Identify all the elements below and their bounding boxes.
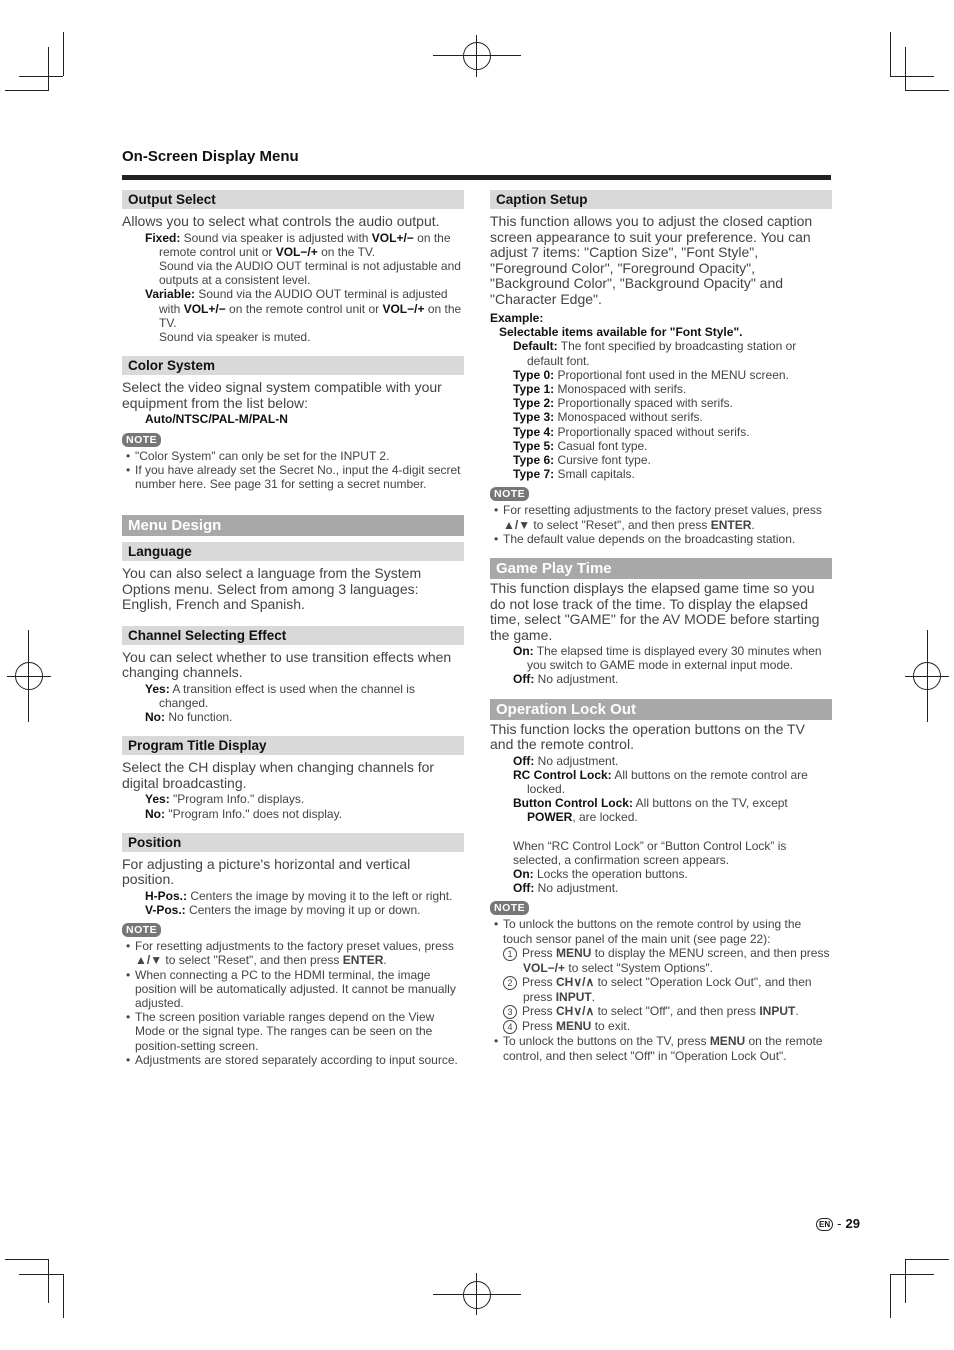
page-number-value: 29 [845,1216,860,1231]
crop-mark-tr-v [905,47,906,91]
program-title-intro: Select the CH display when changing channels for digital broadcasting. [122,759,435,791]
note-badge: NOTE [122,923,161,937]
operation-lock-on2: On: Locks the operation buttons. [513,867,688,882]
operation-lock-heading: Operation Lock Out [490,699,832,720]
caption-setup-intro: This function allows you to adjust the closed caption screen appearance to suit your preference. You can adjust 7 items: "Caption Size", "Font Style", "Foreground Color", "Foreground Opacity", "Background Color", "Background Opacity" and "Character Edge". [490,213,813,307]
crop-mark-tl-h2 [19,76,63,77]
crop-mark-br-v [905,1259,906,1303]
caption-example-label: Example: [490,311,544,325]
crop-mark-br-h2 [890,1274,934,1275]
font-style-type-5: Type 5: Casual font type. [513,438,648,453]
crop-mark-tl-v [48,47,49,91]
page-title: On-Screen Display Menu [122,148,299,165]
operation-lock-button: Button Control Lock: All buttons on the TV, except POWER, are locked. [513,796,788,825]
language-intro: You can also select a language from the System Options menu. Select from among 3 languages: English, French and Spanish. [122,565,422,613]
output-select-variable: Variable: Sound via the AUDIO OUT terminal is adjusted with VOL+/− on the remote control unit or VOL−/+ on the TV. [145,287,462,330]
color-system-note-1: • "Color System" can only be set for the INPUT 2. [122,449,464,463]
crop-mark-tl-v2 [63,32,64,76]
game-play-time-intro: This function displays the elapsed game time so you do not lose track of the time. To display the elapsed time, select "GAME" for the AV MODE before starting the game. [490,580,820,643]
crop-mark-tr-h [905,90,949,91]
left-column [122,190,464,1067]
operation-lock-rc: RC Control Lock: All buttons on the remote control are locked. [513,767,808,797]
position-note-1: • For resetting adjustments to the factory preset values, press ▲/▼ to select "Reset", and then press ENTER. [122,939,464,967]
language-badge: EN [816,1218,833,1231]
position-note-2: • When connecting a PC to the HDMI terminal, the image position will be automatically adjusted. It cannot be manually adjusted. [122,968,464,1011]
operation-lock-step-3: 3 Press CH∨/∧ to select "Off", and then press INPUT. [490,1004,832,1019]
right-column [490,190,832,1063]
font-style-type-2: Type 2: Proportionally spaced with serifs. [513,396,733,411]
game-play-time-on: On: The elapsed time is displayed every 30 minutes when you switch to GAME mode in external input mode. [513,644,822,673]
color-system-heading: Color System [122,356,464,375]
language-heading: Language [122,542,464,561]
caption-note-1: • For resetting adjustments to the factory preset values, press ▲/▼ to select "Reset", and then press ENTER. [490,503,832,531]
operation-lock-step-4: 4 Press MENU to exit. [490,1019,832,1034]
position-vpos: V-Pos.: Centers the image by moving it up or down. [145,902,421,917]
position-hpos: H-Pos.: Centers the image by moving it to the left or right. [145,888,453,903]
crop-mark-bl-v2 [63,1274,64,1318]
operation-lock-step-2: 2 Press CH∨/∧ to select "Operation Lock Out", and then press INPUT. [490,975,832,1004]
color-system-note-2: • If you have already set the Secret No., input the 4-digit secret number here. See page 31 for setting a secret number. [122,463,464,491]
font-style-default: Default: The font specified by broadcasting station or default font. [513,339,797,368]
page-number-separator: - [837,1216,842,1231]
operation-lock-note-2: • To unlock the buttons on the TV, press MENU on the remote control, and then select "Off" in "Operation Lock Out". [490,1034,832,1062]
operation-lock-confirm: When “RC Control Lock” or “Button Control Lock” is selected, a confirmation screen appears. [513,838,787,867]
font-style-type-1: Type 1: Monospaced with serifs. [513,382,687,397]
game-play-time-heading: Game Play Time [490,558,832,579]
title-rule [122,175,831,180]
crop-mark-br-v2 [890,1274,891,1318]
game-play-time-off: Off: No adjustment. [513,672,619,687]
channel-effect-intro: You can select whether to use transition effects when changing channels. [122,648,452,681]
font-style-type-4: Type 4: Proportionally spaced without serifs. [513,424,750,439]
operation-lock-off: Off: No adjustment. [513,753,619,768]
font-style-type-0: Type 0: Proportional font used in the MENU screen. [513,367,789,382]
crop-mark-tr-v2 [890,32,891,76]
font-style-type-6: Type 6: Cursive font type. [513,453,651,468]
crop-mark-br-h [905,1259,949,1260]
caption-example-heading: Selectable items available for "Font Style". [499,325,743,340]
channel-effect-yes: Yes: A transition effect is used when the channel is changed. [145,681,415,710]
operation-lock-intro: This function locks the operation buttons on the TV and the remote control. [490,720,805,753]
output-select-fixed: Fixed: Sound via speaker is adjusted with VOL+/− on the remote control unit or VOL−/+ on the TV. [145,230,451,259]
program-title-heading: Program Title Display [122,736,464,755]
note-badge: NOTE [490,901,529,915]
crop-mark-bl-h2 [19,1274,63,1275]
program-title-yes: Yes: "Program Info." displays. [145,792,305,807]
position-note-4: • Adjustments are stored separately according to input source. [122,1053,464,1067]
operation-lock-step-1: 1 Press MENU to display the MENU screen, and then press VOL−/+ to select "System Options". [490,946,832,975]
position-note-3: • The screen position variable ranges depend on the View Mode or the signal type. The ranges can be seen on the position-setting screen. [122,1010,464,1053]
output-select-intro: Allows you to select what controls the audio output. [122,213,440,229]
operation-lock-note-1: • To unlock the buttons on the remote control by using the touch sensor panel of the main unit (see page 22): [490,917,832,945]
crop-mark-tl-h [5,90,49,91]
page-number [816,1216,860,1231]
output-select-heading: Output Select [122,190,464,209]
color-system-intro: Select the video signal system compatible with your equipment from the list below: [122,379,442,411]
position-heading: Position [122,833,464,852]
font-style-type-7: Type 7: Small capitals. [513,467,635,482]
output-select-variable-detail: Sound via speaker is muted. [159,329,311,344]
position-intro: For adjusting a picture's horizontal and vertical position. [122,855,411,888]
program-title-no: No: "Program Info." does not display. [145,806,343,821]
crop-mark-bl-v [48,1259,49,1303]
font-style-type-3: Type 3: Monospaced without serifs. [513,410,703,425]
crop-mark-tr-h2 [890,76,934,77]
output-select-fixed-detail: Sound via the AUDIO OUT terminal is not adjustable and outputs at a consistent level. [159,258,461,288]
color-system-options: Auto/NTSC/PAL-M/PAL-N [145,412,288,427]
caption-note-2: • The default value depends on the broadcasting station. [490,532,832,546]
channel-effect-heading: Channel Selecting Effect [122,626,464,645]
menu-design-heading: Menu Design [122,515,464,536]
operation-lock-off2: Off: No adjustment. [513,881,619,896]
note-badge: NOTE [122,433,161,447]
channel-effect-no: No: No function. [145,710,233,725]
crop-mark-bl-h [5,1259,49,1260]
caption-setup-heading: Caption Setup [490,190,832,209]
note-badge: NOTE [490,487,529,501]
